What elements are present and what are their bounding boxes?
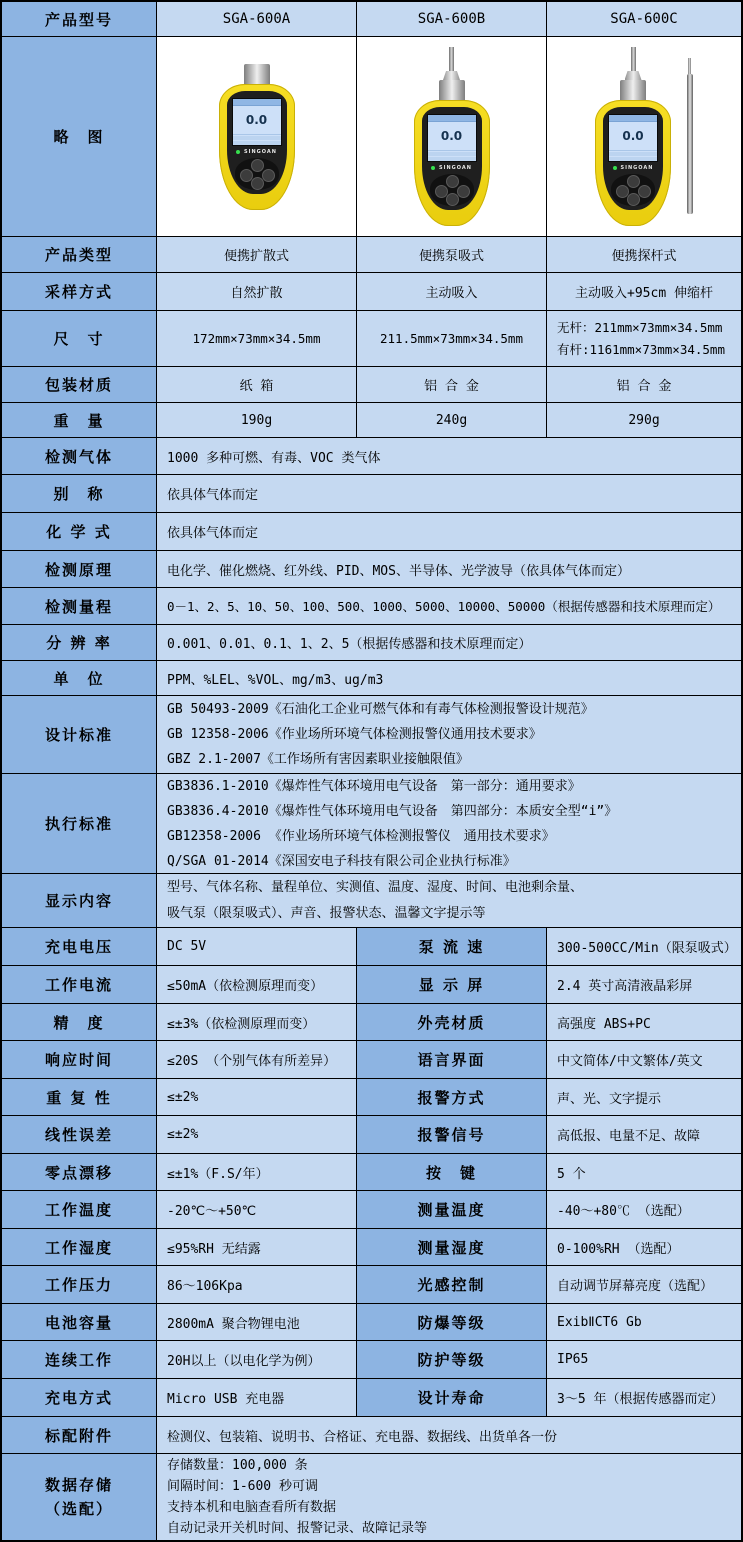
row-label-sketch: 略 图 xyxy=(2,37,157,236)
pair-left-label: 响应时间 xyxy=(2,1041,157,1078)
probe-cone-icon xyxy=(625,71,642,80)
pair-left-value: 20H以上（以电化学为例） xyxy=(157,1341,357,1378)
status-led-icon xyxy=(431,166,435,170)
screen-reading: 0.0 xyxy=(245,112,268,127)
screen-statusbar xyxy=(428,115,476,122)
device-illustration-diffusion xyxy=(219,64,295,210)
row-working-temp-measure-temp xyxy=(2,1191,741,1229)
storage-line: 自动记录开关机时间、报警记录、故障记录等 xyxy=(167,1521,428,1536)
pair-right-label: 语言界面 xyxy=(357,1041,547,1078)
row-battery-explosion-proof xyxy=(2,1304,741,1341)
row-value xyxy=(157,774,741,873)
row-sketch xyxy=(2,37,741,237)
pair-left-label: 充电方式 xyxy=(2,1379,157,1416)
value-c xyxy=(547,311,741,366)
pair-left-value: ≤50mA（依检测原理而变） xyxy=(157,966,357,1003)
row-label: 执行标准 xyxy=(2,774,157,873)
row-value: 依具体气体而定 xyxy=(157,513,741,550)
pair-left-label: 工作电流 xyxy=(2,966,157,1003)
pair-left-label: 零点漂移 xyxy=(2,1154,157,1190)
pair-right-value: 3～5 年（根据传感器而定） xyxy=(547,1379,741,1416)
row-label-product-model: 产品型号 xyxy=(2,2,157,36)
value-c: 290g xyxy=(547,403,741,437)
row-repeatability-alarm-mode xyxy=(2,1079,741,1116)
device-illustration-probe-rod xyxy=(595,47,671,226)
sensor-cap-icon xyxy=(244,64,270,84)
device-screen xyxy=(232,98,282,146)
pump-probe-icon xyxy=(631,47,636,71)
device-screen xyxy=(427,114,477,162)
row-response-time-language xyxy=(2,1041,741,1079)
telescopic-rod-icon xyxy=(687,74,693,214)
pair-right-value: 高低报、电量不足、故障 xyxy=(547,1116,741,1153)
screen-infobar xyxy=(428,150,476,161)
screen-reading: 0.0 xyxy=(440,129,463,143)
row-sampling-method xyxy=(2,273,741,311)
row-data-storage xyxy=(2,1454,741,1540)
row-execution-standards xyxy=(2,774,741,874)
screen-reading: 0.0 xyxy=(622,129,644,143)
device-face xyxy=(422,107,482,210)
button-cluster xyxy=(235,158,279,190)
standard-line: Q/SGA 01-2014《深国安电子科技有限公司企业执行标准》 xyxy=(167,853,516,869)
standard-line: GB3836.1-2010《爆炸性气体环境用电气设备 第一部分：通用要求》 xyxy=(167,778,581,794)
pair-right-value: 5 个 xyxy=(547,1154,741,1190)
pair-left-value: ≤±1%（F.S/年） xyxy=(157,1154,357,1190)
pump-probe-icon xyxy=(449,47,454,71)
row-value: 电化学、催化燃烧、红外线、PID、MOS、半导体、光学波导（依具体气体而定） xyxy=(157,551,741,587)
sensor-cap-icon xyxy=(620,80,646,100)
pair-left-label: 工作温度 xyxy=(2,1191,157,1228)
row-label: 显示内容 xyxy=(2,874,157,927)
value-b: 211.5mm×73mm×34.5mm xyxy=(357,311,547,366)
pair-left-value: ≤±3%（依检测原理而变） xyxy=(157,1004,357,1040)
pair-right-value: 300-500CC/Min（限泵吸式） xyxy=(547,928,741,965)
row-label: 别 称 xyxy=(2,475,157,512)
row-label xyxy=(2,1454,157,1540)
row-label: 采样方式 xyxy=(2,273,157,310)
status-led-icon xyxy=(613,166,617,170)
row-value: 0.001、0.01、0.1、1、2、5（根据传感器和技术原理而定） xyxy=(157,625,741,660)
value-c: 主动吸入+95cm 伸缩杆 xyxy=(547,273,741,310)
value-a: 172mm×73mm×34.5mm xyxy=(157,311,357,366)
row-value xyxy=(157,1454,741,1540)
status-led-icon xyxy=(236,150,240,154)
pair-left-value: 86～106Kpa xyxy=(157,1266,357,1303)
row-label: 设计标准 xyxy=(2,696,157,773)
standard-line: GB12358-2006 《作业场所环境气体检测报警仪 通用技术要求》 xyxy=(167,828,555,844)
pair-left-value: Micro USB 充电器 xyxy=(157,1379,357,1416)
pair-right-value: 声、光、文字提示 xyxy=(547,1079,741,1115)
display-content-line: 型号、气体名称、量程单位、实测值、温度、湿度、时间、电池剩余量、 xyxy=(167,879,584,895)
pair-right-value: IP65 xyxy=(547,1341,741,1378)
row-label-line: 数据存储 xyxy=(44,1476,113,1494)
pair-left-label: 线性误差 xyxy=(2,1116,157,1153)
brand-text: SINGOAN xyxy=(620,165,654,171)
brand-text: SINGOAN xyxy=(439,165,472,171)
pair-left-value: ≤20S （个别气体有所差异） xyxy=(157,1041,357,1078)
pair-right-label: 报警信号 xyxy=(357,1116,547,1153)
row-value: 依具体气体而定 xyxy=(157,475,741,512)
pair-left-value: 2800mA 聚合物锂电池 xyxy=(157,1304,357,1340)
pair-right-label: 防爆等级 xyxy=(357,1304,547,1340)
row-design-standards xyxy=(2,696,741,774)
value-a: 自然扩散 xyxy=(157,273,357,310)
row-dimensions xyxy=(2,311,741,367)
device-image-sga-600c xyxy=(547,37,741,236)
pair-left-value: -20℃～+50℃ xyxy=(157,1191,357,1228)
row-label: 检测原理 xyxy=(2,551,157,587)
pair-left-value: DC 5V xyxy=(157,928,357,965)
row-value xyxy=(157,874,741,927)
row-label: 产品类型 xyxy=(2,237,157,272)
pair-right-label: 设计寿命 xyxy=(357,1379,547,1416)
row-label: 重 量 xyxy=(2,403,157,437)
pair-right-value: 0-100%RH （选配） xyxy=(547,1229,741,1265)
screen-statusbar xyxy=(233,99,281,106)
row-label: 分 辨 率 xyxy=(2,625,157,660)
row-value: PPM、%LEL、%VOL、mg/m3、ug/m3 xyxy=(157,661,741,695)
storage-line: 支持本机和电脑查看所有数据 xyxy=(167,1500,337,1515)
pair-right-label: 测量湿度 xyxy=(357,1229,547,1265)
device-face xyxy=(227,91,287,194)
pair-right-label: 报警方式 xyxy=(357,1079,547,1115)
row-label: 化 学 式 xyxy=(2,513,157,550)
row-alias xyxy=(2,475,741,513)
screen-infobar xyxy=(609,150,657,161)
device-body xyxy=(595,100,671,226)
row-working-pressure-light-control xyxy=(2,1266,741,1304)
row-linearity-alarm-signal xyxy=(2,1116,741,1154)
row-charging-method-design-life xyxy=(2,1379,741,1417)
model-name-a: SGA-600A xyxy=(157,2,357,36)
pair-right-label: 测量温度 xyxy=(357,1191,547,1228)
pair-right-value: ExibⅡCT6 Gb xyxy=(547,1304,741,1340)
pair-left-value: ≤±2% xyxy=(157,1079,357,1115)
pair-right-label: 外壳材质 xyxy=(357,1004,547,1040)
row-working-humidity-measure-humidity xyxy=(2,1229,741,1266)
device-screen xyxy=(608,114,658,162)
device-body xyxy=(219,84,295,210)
model-name-b: SGA-600B xyxy=(357,2,547,36)
device-image-sga-600a xyxy=(157,37,357,236)
pair-left-value: ≤95%RH 无结露 xyxy=(157,1229,357,1265)
row-label: 尺 寸 xyxy=(2,311,157,366)
button-cluster xyxy=(430,174,474,206)
pair-right-label: 光感控制 xyxy=(357,1266,547,1303)
row-value xyxy=(157,696,741,773)
row-label-line: （选配） xyxy=(44,1500,113,1518)
standard-line: GBZ 2.1-2007《工作场所有害因素职业接触限值》 xyxy=(167,752,469,767)
row-label: 检测气体 xyxy=(2,438,157,474)
row-product-model xyxy=(2,2,741,37)
row-zero-drift-buttons xyxy=(2,1154,741,1191)
row-chemical-formula xyxy=(2,513,741,551)
row-label: 单 位 xyxy=(2,661,157,695)
value-a: 便携扩散式 xyxy=(157,237,357,272)
standard-line: GB 50493-2009《石油化工企业可燃气体和有毒气体检测报警设计规范》 xyxy=(167,702,594,717)
value-a: 190g xyxy=(157,403,357,437)
value-c: 便携探杆式 xyxy=(547,237,741,272)
pair-left-label: 精 度 xyxy=(2,1004,157,1040)
pair-left-label: 电池容量 xyxy=(2,1304,157,1340)
dimension-without-rod: 无杆：211mm×73mm×34.5mm xyxy=(557,319,723,335)
button-cluster xyxy=(611,174,655,206)
row-value: 0－1、2、5、10、50、100、500、1000、5000、10000、50000（根据传感器和技术原理而定） xyxy=(157,588,741,624)
value-b: 铝 合 金 xyxy=(357,367,547,402)
row-detection-principle xyxy=(2,551,741,588)
probe-cone-icon xyxy=(443,71,460,80)
row-detection-range xyxy=(2,588,741,625)
row-label: 包装材质 xyxy=(2,367,157,402)
row-continuous-work-protection xyxy=(2,1341,741,1379)
row-value: 检测仪、包装箱、说明书、合格证、充电器、数据线、出货单各一份 xyxy=(157,1417,741,1453)
device-illustration-pump xyxy=(414,47,490,226)
row-resolution xyxy=(2,625,741,661)
value-c: 铝 合 金 xyxy=(547,367,741,402)
device-body xyxy=(414,100,490,226)
dimension-with-rod: 有杆:1161mm×73mm×34.5mm xyxy=(557,341,725,357)
pair-left-label: 重 复 性 xyxy=(2,1079,157,1115)
device-image-sga-600b xyxy=(357,37,547,236)
pair-right-value: -40～+80℃ （选配） xyxy=(547,1191,741,1228)
pair-right-value: 2.4 英寸高清液晶彩屏 xyxy=(547,966,741,1003)
row-unit xyxy=(2,661,741,696)
row-value: 1000 多种可燃、有毒、VOC 类气体 xyxy=(157,438,741,474)
device-face xyxy=(603,107,663,210)
value-b: 240g xyxy=(357,403,547,437)
pair-right-value: 自动调节屏幕亮度（选配） xyxy=(547,1266,741,1303)
pair-right-label: 泵 流 速 xyxy=(357,928,547,965)
value-b: 主动吸入 xyxy=(357,273,547,310)
display-content-line: 吸气泵（限泵吸式）、声音、报警状态、温馨文字提示等 xyxy=(167,905,486,921)
standard-line: GB3836.4-2010《爆炸性气体环境用电气设备 第四部分：本质安全型“i”》 xyxy=(167,803,618,819)
brand-text: SINGOAN xyxy=(244,148,277,155)
row-detected-gas xyxy=(2,438,741,475)
value-a: 纸 箱 xyxy=(157,367,357,402)
pair-left-label: 连续工作 xyxy=(2,1341,157,1378)
screen-infobar xyxy=(233,134,281,145)
pair-right-value: 高强度 ABS+PC xyxy=(547,1004,741,1040)
row-product-type xyxy=(2,237,741,273)
model-name-c: SGA-600C xyxy=(547,2,741,36)
pair-left-label: 工作湿度 xyxy=(2,1229,157,1265)
row-label: 标配附件 xyxy=(2,1417,157,1453)
row-packaging xyxy=(2,367,741,403)
row-weight xyxy=(2,403,741,438)
row-label: 检测量程 xyxy=(2,588,157,624)
pair-left-value: ≤±2% xyxy=(157,1116,357,1153)
row-standard-accessories xyxy=(2,1417,741,1454)
pair-right-label: 显 示 屏 xyxy=(357,966,547,1003)
pair-right-value: 中文简体/中文繁体/英文 xyxy=(547,1041,741,1078)
storage-line: 间隔时间：1-600 秒可调 xyxy=(167,1479,318,1494)
pair-right-label: 按 键 xyxy=(357,1154,547,1190)
pair-left-label: 工作压力 xyxy=(2,1266,157,1303)
row-display-content xyxy=(2,874,741,928)
row-working-current-display xyxy=(2,966,741,1004)
pair-right-label: 防护等级 xyxy=(357,1341,547,1378)
screen-statusbar xyxy=(609,115,657,122)
pair-left-label: 充电电压 xyxy=(2,928,157,965)
value-b: 便携泵吸式 xyxy=(357,237,547,272)
row-charge-voltage-pump-flow xyxy=(2,928,741,966)
sensor-cap-icon xyxy=(439,80,465,100)
storage-line: 存储数量：100,000 条 xyxy=(167,1458,308,1473)
standard-line: GB 12358-2006《作业场所环境气体检测报警仪通用技术要求》 xyxy=(167,727,542,742)
row-accuracy-shell-material xyxy=(2,1004,741,1041)
